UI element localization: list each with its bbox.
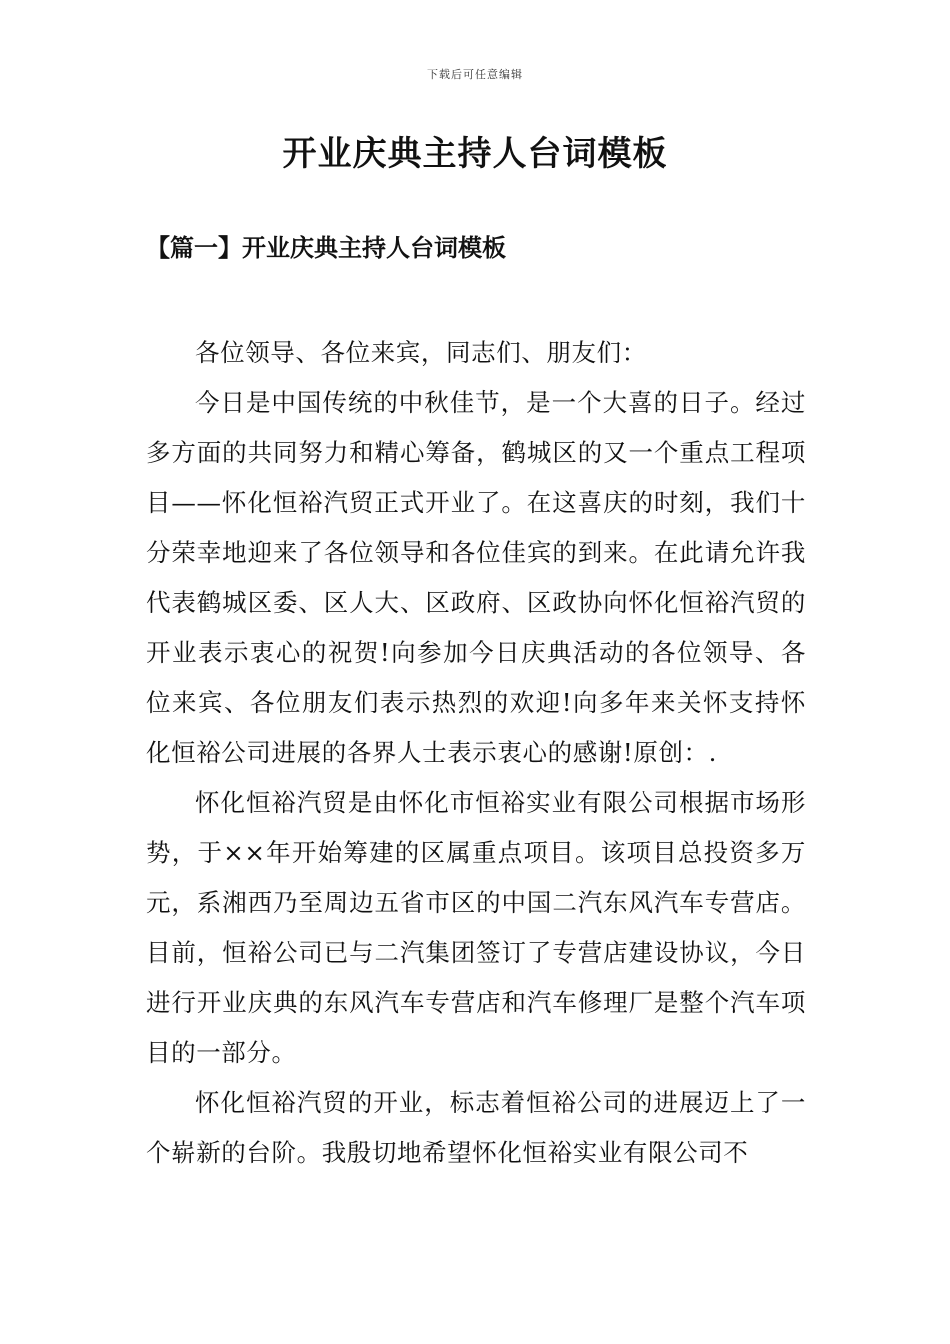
- section-title: 【篇一】开业庆典主持人台词模板: [146, 233, 506, 262]
- header-note: 下载后可任意编辑: [427, 68, 523, 81]
- paragraph: 怀化恒裕汽贸是由怀化市恒裕实业有限公司根据市场形势，于××年开始筹建的区属重点项目。该项目总投资多万元，系湘西乃至周边五省市区的中国二汽东风汽车专营店。目前，恒裕公司已与二汽集团签订了专营店建设协议，今日进行开业庆典的东风汽车专营店和汽车修理厂是整个汽车项目的一部分。: [146, 788, 806, 1067]
- document-title: 开业庆典主持人台词模板: [282, 134, 668, 174]
- paragraph: 怀化恒裕汽贸的开业，标志着恒裕公司的进展迈上了一个崭新的台阶。我殷切地希望怀化恒裕实业有限公司不: [146, 1088, 806, 1167]
- paragraph-greeting: 各位领导、各位来宾，同志们、朋友们：: [195, 338, 647, 367]
- paragraph: 今日是中国传统的中秋佳节，是一个大喜的日子。经过多方面的共同努力和精心筹备，鹤城区的又一个重点工程项目——怀化恒裕汽贸正式开业了。在这喜庆的时刻，我们十分荣幸地迎来了各位领导和各位佳宾的到来。在此请允许我代表鹤城区委、区人大、区政府、区政协向怀化恒裕汽贸的开业表示衷心的祝贺!向参加今日庆典活动的各位领导、各位来宾、各位朋友们表示热烈的欢迎!向多年来关怀支持怀化恒裕公司进展的各界人士表示衷心的感谢!原创：.: [146, 388, 806, 767]
- document-body: [146, 328, 806, 1178]
